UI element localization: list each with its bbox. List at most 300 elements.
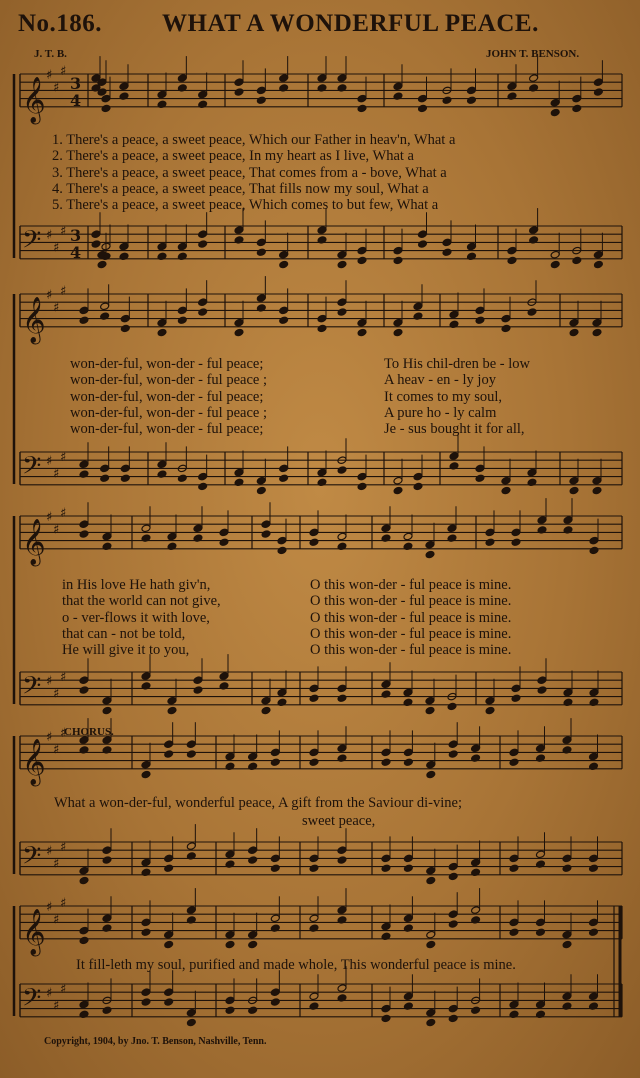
note-head	[393, 328, 403, 337]
note-head	[337, 906, 347, 915]
note-head	[448, 862, 458, 871]
sharp-icon: ♯	[53, 912, 60, 928]
note-head	[509, 928, 519, 937]
note-head	[141, 524, 151, 533]
chorus-line1: What a won-der-ful, wonderful peace, A gift from the Saviour di-vine;	[54, 795, 462, 811]
note-head	[562, 940, 572, 949]
note-head	[167, 696, 177, 705]
sharp-icon: ♯	[53, 856, 60, 872]
note-head	[157, 328, 167, 337]
note-head	[337, 260, 347, 269]
note-head	[403, 758, 413, 767]
note-head	[589, 854, 599, 863]
sharp-icon: ♯	[53, 686, 60, 702]
note-head	[448, 872, 458, 881]
note-head	[279, 306, 289, 315]
note-head	[277, 536, 287, 545]
sharp-icon: ♯	[46, 68, 53, 83]
verse-2-line3b: O this won-der - ful peace is mine.	[310, 593, 512, 610]
verse-1-line2a: won-der-ful, won-der - ful peace;	[70, 356, 264, 372]
note-head	[141, 928, 151, 937]
note-head	[426, 1018, 436, 1027]
note-head	[141, 858, 151, 867]
note-head	[164, 750, 174, 759]
note-head	[337, 684, 347, 693]
note-head	[219, 672, 229, 681]
note-head	[426, 760, 436, 769]
note-head	[79, 876, 89, 885]
sharp-icon: ♯	[46, 288, 53, 303]
verse-1-line2b: To His chil-dren be - low	[384, 356, 530, 372]
note-head	[79, 676, 89, 685]
note-head	[357, 256, 367, 265]
note-head	[509, 854, 519, 863]
note-head	[425, 706, 435, 715]
verse-4-line2b: A pure ho - ly calm	[384, 404, 497, 421]
treble-clef-icon: 𝄞	[22, 76, 46, 123]
note-head	[403, 864, 413, 873]
note-head	[501, 486, 511, 495]
note-head	[164, 854, 174, 863]
note-head	[467, 86, 477, 95]
note-head	[309, 758, 319, 767]
note-head	[562, 854, 572, 863]
note-head	[234, 78, 244, 87]
note-head	[102, 856, 112, 865]
note-head	[511, 538, 521, 547]
note-head	[91, 240, 101, 249]
sharp-icon: ♯	[53, 80, 60, 96]
note-head	[261, 706, 271, 715]
note-head	[509, 748, 519, 757]
note-head	[426, 770, 436, 779]
note-head	[164, 940, 174, 949]
note-head	[589, 918, 599, 927]
note-head	[141, 760, 151, 769]
sharp-icon: ♯	[46, 730, 53, 745]
note-head	[592, 318, 602, 327]
note-head	[198, 472, 208, 481]
note-head	[393, 82, 403, 91]
note-head	[536, 1000, 546, 1009]
note-head	[120, 474, 130, 483]
note-head	[186, 842, 196, 851]
verse-5-line3a: He will give it to you,	[62, 642, 190, 659]
note-head	[309, 684, 319, 693]
note-head	[234, 328, 244, 337]
note-head	[393, 256, 403, 265]
time-signature-top: 3	[70, 226, 82, 245]
verse-3-line1: 3. There's a peace, a sweet peace, That comes from a - bove, What a	[52, 164, 447, 181]
note-head	[101, 104, 111, 113]
note-head	[256, 96, 266, 105]
bass-clef-icon: 𝄢	[22, 671, 42, 707]
verse-4-line3b: O this won-der - ful peace is mine.	[310, 625, 512, 642]
hymn-number: No.186.	[18, 10, 103, 37]
note-head	[186, 906, 196, 915]
treble-clef-icon: 𝄞	[22, 518, 46, 565]
note-head	[261, 696, 271, 705]
note-head	[485, 528, 495, 537]
note-head	[225, 930, 235, 939]
note-head	[509, 758, 519, 767]
note-head	[507, 82, 517, 91]
note-head	[475, 474, 485, 483]
note-head	[589, 536, 599, 545]
note-head	[164, 740, 174, 749]
note-head	[418, 94, 428, 103]
note-head	[337, 298, 347, 307]
note-head	[141, 672, 151, 681]
note-head	[234, 226, 244, 235]
words-credit: J. T. B.	[34, 48, 67, 60]
sharp-icon: ♯	[53, 466, 60, 482]
note-head	[537, 676, 547, 685]
note-head	[167, 532, 177, 541]
verse-lyrics-line3-left	[62, 577, 221, 658]
note-head	[593, 78, 603, 87]
note-head	[425, 696, 435, 705]
note-head	[177, 74, 187, 83]
note-head	[100, 474, 110, 483]
sharp-icon: ♯	[46, 900, 53, 915]
note-head	[337, 846, 347, 855]
note-head	[572, 104, 582, 113]
note-head	[79, 1000, 89, 1009]
note-head	[550, 250, 560, 259]
treble-clef-icon: 𝄞	[22, 738, 46, 785]
note-head	[471, 744, 481, 753]
note-head	[509, 1000, 519, 1009]
note-head	[413, 472, 423, 481]
note-head	[357, 94, 367, 103]
note-head	[381, 1014, 391, 1023]
note-head	[102, 532, 112, 541]
note-head	[442, 248, 452, 257]
note-head	[79, 686, 89, 695]
note-head	[475, 464, 485, 473]
note-head	[337, 744, 347, 753]
note-head	[317, 468, 327, 477]
note-head	[511, 528, 521, 537]
treble-clef-icon: 𝄞	[22, 908, 46, 955]
note-head	[261, 530, 271, 539]
note-head	[234, 318, 244, 327]
verse-4-line1: 4. There's a peace, a sweet peace, That fills now my soul, What a	[52, 180, 429, 197]
chorus-line2: It fill-leth my soul, purified and made whole, This wonderful peace is mine.	[76, 957, 516, 973]
note-head	[79, 866, 89, 875]
note-head	[101, 94, 111, 103]
note-head	[511, 684, 521, 693]
note-head	[589, 546, 599, 555]
note-head	[141, 918, 151, 927]
treble-clef-icon: 𝄞	[22, 296, 46, 343]
note-head	[164, 930, 174, 939]
verse-4-line2a: won-der-ful, won-der - ful peace ;	[70, 404, 267, 421]
note-head	[157, 460, 167, 469]
note-head	[337, 250, 347, 259]
note-head	[198, 240, 208, 249]
note-head	[357, 318, 367, 327]
note-head	[569, 328, 579, 337]
sharp-icon: ♯	[60, 224, 67, 240]
sharp-icon: ♯	[60, 670, 67, 686]
note-head	[563, 516, 573, 525]
note-head	[381, 854, 391, 863]
sharp-icon: ♯	[60, 840, 67, 856]
note-head	[225, 940, 235, 949]
note-head	[309, 528, 319, 537]
sharp-icon: ♯	[53, 522, 60, 538]
sharp-icon: ♯	[60, 63, 67, 79]
note-head	[550, 98, 560, 107]
note-head	[277, 546, 287, 555]
note-head	[501, 314, 511, 323]
note-head	[381, 864, 391, 873]
note-head	[447, 524, 457, 533]
note-head	[102, 696, 112, 705]
verse-2-line1: 2. There's a peace, a sweet peace, In my heart as I live, What a	[52, 148, 414, 165]
note-head	[79, 936, 89, 945]
note-head	[403, 992, 413, 1001]
note-head	[225, 1006, 235, 1015]
note-head	[426, 876, 436, 885]
note-head	[589, 688, 599, 697]
verse-5-line2b: Je - sus bought it for all,	[384, 421, 525, 438]
note-head	[198, 230, 208, 239]
chorus-alto-echo: sweet peace,	[302, 813, 376, 829]
note-head	[248, 1006, 258, 1015]
note-head	[403, 688, 413, 697]
note-head	[337, 694, 347, 703]
note-head	[475, 316, 485, 325]
note-head	[550, 108, 560, 117]
bass-clef-icon: 𝄢	[22, 841, 42, 877]
verse-1-line1: 1. There's a peace, a sweet peace, Which our Father in heav'n, What a	[52, 132, 456, 148]
note-head	[186, 750, 196, 759]
note-head	[167, 706, 177, 715]
note-head	[157, 90, 167, 99]
note-head	[157, 242, 167, 251]
note-head	[219, 528, 229, 537]
sharp-icon: ♯	[46, 674, 53, 690]
note-head	[536, 918, 546, 927]
note-head	[589, 992, 599, 1001]
note-head	[177, 242, 187, 251]
verse-1-line3b: O this won-der - ful peace is mine.	[310, 577, 512, 593]
note-head	[425, 540, 435, 549]
note-head	[592, 476, 602, 485]
note-head	[448, 1014, 458, 1023]
note-head	[449, 452, 459, 461]
note-head	[102, 914, 112, 923]
note-head	[337, 466, 347, 475]
note-head	[501, 324, 511, 333]
verse-3-line2b: It comes to my soul,	[384, 388, 503, 405]
note-head	[413, 482, 423, 491]
note-head	[475, 306, 485, 315]
note-head	[418, 230, 428, 239]
note-head	[79, 530, 89, 539]
note-head	[193, 524, 203, 533]
note-head	[317, 324, 327, 333]
note-head	[177, 306, 187, 315]
note-head	[100, 464, 110, 473]
note-head	[418, 240, 428, 249]
sharp-icon: ♯	[46, 454, 53, 470]
note-head	[186, 1008, 196, 1017]
note-head	[309, 538, 319, 547]
chorus-label: CHORUS.	[64, 726, 114, 738]
note-head	[186, 740, 196, 749]
note-head	[270, 914, 280, 923]
note-head	[279, 74, 289, 83]
note-head	[593, 260, 603, 269]
note-head	[448, 920, 458, 929]
note-head	[256, 238, 266, 247]
verse-5-line2a: won-der-ful, won-der - ful peace;	[70, 421, 264, 438]
sharp-icon: ♯	[60, 505, 67, 521]
note-head	[357, 104, 367, 113]
note-head	[102, 706, 112, 715]
sharp-icon: ♯	[46, 510, 53, 525]
note-head	[120, 314, 130, 323]
verse-5-line1: 5. There's a peace, a sweet peace, Which comes to but few, What a	[52, 197, 439, 214]
note-head	[177, 316, 187, 325]
note-head	[357, 328, 367, 337]
sharp-icon: ♯	[53, 998, 60, 1014]
note-head	[309, 854, 319, 863]
hymn-title: WHAT A WONDERFUL PEACE.	[162, 10, 539, 37]
note-head	[536, 744, 546, 753]
note-head	[448, 740, 458, 749]
note-head	[317, 74, 327, 83]
note-head	[337, 308, 347, 317]
verse-2-line2a: won-der-ful, won-der - ful peace ;	[70, 372, 267, 389]
note-head	[403, 532, 413, 541]
note-head	[425, 550, 435, 559]
note-head	[256, 248, 266, 257]
note-head	[79, 520, 89, 529]
note-head	[256, 294, 266, 303]
note-head	[198, 482, 208, 491]
verse-lyrics-line2-right	[384, 356, 530, 437]
note-head	[593, 88, 603, 97]
note-head	[91, 230, 101, 239]
note-head	[529, 74, 539, 83]
note-head	[100, 302, 110, 311]
note-head	[256, 86, 266, 95]
note-head	[572, 94, 582, 103]
note-head	[357, 246, 367, 255]
copyright-notice: Copyright, 1904, by Jno. T. Benson, Nashville, Tenn.	[44, 1036, 267, 1047]
note-head	[381, 922, 391, 931]
note-head	[507, 246, 517, 255]
note-head	[403, 854, 413, 863]
note-head	[270, 854, 280, 863]
note-head	[270, 748, 280, 757]
note-head	[403, 914, 413, 923]
note-head	[164, 864, 174, 873]
note-head	[270, 864, 280, 873]
sharp-icon: ♯	[46, 844, 53, 860]
note-head	[141, 770, 151, 779]
note-head	[198, 90, 208, 99]
note-head	[157, 318, 167, 327]
verse-3-line2a: won-der-ful, won-der - ful peace;	[70, 388, 264, 405]
note-head	[248, 930, 258, 939]
verse-lyrics-line2-left	[70, 356, 267, 437]
note-head	[471, 1006, 481, 1015]
note-head	[529, 226, 539, 235]
note-head	[572, 256, 582, 265]
note-head	[337, 74, 347, 83]
note-head	[507, 256, 517, 265]
bass-clef-icon: 𝄢	[22, 225, 42, 261]
note-head	[248, 846, 258, 855]
note-head	[317, 314, 327, 323]
verse-2-line3a: that the world can not give,	[62, 593, 221, 610]
note-head	[141, 988, 151, 997]
verse-4-line3a: that can - not be told,	[62, 625, 186, 642]
note-head	[448, 910, 458, 919]
note-head	[449, 310, 459, 319]
note-head	[381, 748, 391, 757]
sharp-icon: ♯	[60, 982, 67, 998]
note-head	[102, 1006, 112, 1015]
note-head	[279, 250, 289, 259]
note-head	[193, 686, 203, 695]
note-head	[426, 866, 436, 875]
note-head	[256, 476, 266, 485]
note-head	[589, 752, 599, 761]
sharp-icon: ♯	[60, 450, 67, 466]
note-head	[381, 680, 391, 689]
note-head	[97, 260, 107, 269]
sharp-icon: ♯	[53, 742, 60, 758]
note-head	[447, 702, 457, 711]
verse-3-line3b: O this won-der - ful peace is mine.	[310, 609, 512, 626]
note-head	[393, 318, 403, 327]
note-head	[381, 758, 391, 767]
note-head	[219, 538, 229, 547]
note-head	[270, 998, 280, 1007]
note-head	[141, 998, 151, 1007]
bass-clef-icon: 𝄢	[22, 451, 42, 487]
note-head	[186, 1018, 196, 1027]
note-head	[198, 308, 208, 317]
note-head	[79, 926, 89, 935]
sharp-icon: ♯	[53, 240, 60, 256]
music-credit: JOHN T. BENSON.	[486, 48, 580, 60]
note-head	[471, 858, 481, 867]
note-head	[569, 486, 579, 495]
note-head	[562, 930, 572, 939]
sharp-icon: ♯	[46, 986, 53, 1002]
note-head	[381, 1004, 391, 1013]
note-head	[393, 486, 403, 495]
note-head	[467, 242, 477, 251]
note-head	[193, 676, 203, 685]
note-head	[569, 476, 579, 485]
note-head	[279, 260, 289, 269]
note-head	[393, 246, 403, 255]
note-head	[442, 96, 452, 105]
note-head	[485, 706, 495, 715]
note-head	[550, 260, 560, 269]
note-head	[413, 302, 423, 311]
note-head	[234, 468, 244, 477]
